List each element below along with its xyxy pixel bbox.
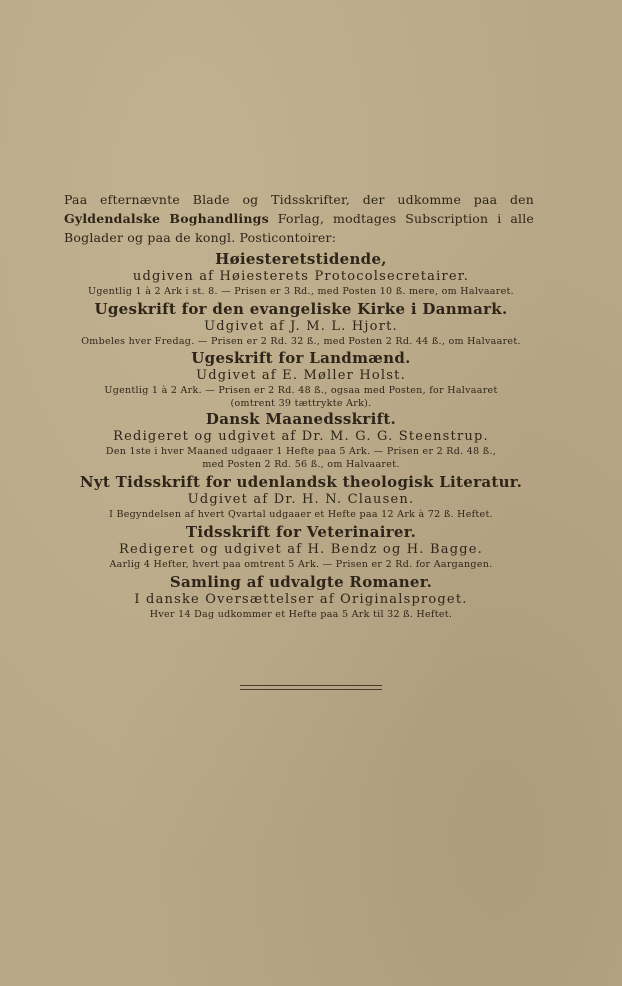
entry-details: Aarlig 4 Hefter, hvert paa omtrent 5 Ark. — Prisen er 2 Rd. for Aargangen. xyxy=(109,559,493,570)
entry-details: Ugentlig 1 à 2 Ark i st. 8. — Prisen er 3 Rd., med Posten 10 ß. mere, om Halvaaret. xyxy=(88,286,514,297)
entry-details: Den 1ste i hver Maaned udgaaer 1 Hefte paa 5 Ark. — Prisen er 2 Rd. 48 ß., xyxy=(105,446,497,457)
divider-rule-top xyxy=(240,685,382,686)
entry-details-continued: med Posten 2 Rd. 56 ß., om Halvaaret. xyxy=(202,459,400,470)
entry-editor: I danske Oversættelser af Originalsproget. xyxy=(134,592,468,607)
entry-title: Ugeskrift for Landmænd. xyxy=(191,349,411,367)
intro-text-after: Forlag, modtages Subscription i alle Boglader og paa de kongl. Posticontoirer: xyxy=(64,211,534,245)
entry-title: Samling af udvalgte Romaner. xyxy=(169,573,433,591)
entry-title: Nyt Tidsskrift for udenlandsk theologisk Literatur. xyxy=(79,473,523,491)
entry-editor: Udgivet af Dr. H. N. Clausen. xyxy=(187,492,415,507)
entry-editor: Redigeret og udgivet af H. Bendz og H. Bagge. xyxy=(119,542,483,557)
intro-paragraph xyxy=(64,190,534,247)
entry-dansk-maanedsskrift xyxy=(56,410,546,471)
entry-details-continued: (omtrent 39 tættrykte Ark). xyxy=(230,398,372,409)
intro-text-before: Paa efternævnte Blade og Tidsskrifter, der udkomme paa den xyxy=(64,192,534,207)
intro-publisher: Gyldendalske Boghandlings xyxy=(64,211,269,226)
entry-hoiesteretstidende xyxy=(56,250,546,298)
entry-samling-romaner xyxy=(56,573,546,621)
entry-ugeskrift-landmaend xyxy=(56,349,546,410)
entry-title: Høiesteretstidende, xyxy=(215,250,387,268)
entry-details: Ombeles hver Fredag. — Prisen er 2 Rd. 32 ß., med Posten 2 Rd. 44 ß., om Halvaaret. xyxy=(81,336,521,347)
entry-title: Dansk Maanedsskrift. xyxy=(205,410,397,428)
entry-editor: Udgivet af J. M. L. Hjort. xyxy=(204,319,398,334)
entry-details: Hver 14 Dag udkommer et Hefte paa 5 Ark til 32 ß. Heftet. xyxy=(149,609,453,620)
entry-editor: udgiven af Høiesterets Protocolsecretairer. xyxy=(132,269,470,284)
divider-rule-bottom xyxy=(240,689,382,690)
entry-editor: Udgivet af E. Møller Holst. xyxy=(196,368,406,383)
entry-editor: Redigeret og udgivet af Dr. M. G. G. Steenstrup. xyxy=(113,429,489,444)
entry-tidsskrift-veterinairer xyxy=(56,523,546,571)
entry-title: Ugeskrift for den evangeliske Kirke i Danmark. xyxy=(94,300,508,318)
entry-nyt-tidsskrift xyxy=(56,473,546,521)
entry-details: Ugentlig 1 à 2 Ark. — Prisen er 2 Rd. 48 ß., ogsaa med Posten, for Halvaaret xyxy=(104,385,498,396)
entry-title: Tidsskrift for Veterinairer. xyxy=(185,523,417,541)
entry-details: I Begyndelsen af hvert Qvartal udgaaer et Hefte paa 12 Ark à 72 ß. Heftet. xyxy=(109,509,493,520)
entry-ugeskrift-kirke xyxy=(56,300,546,348)
